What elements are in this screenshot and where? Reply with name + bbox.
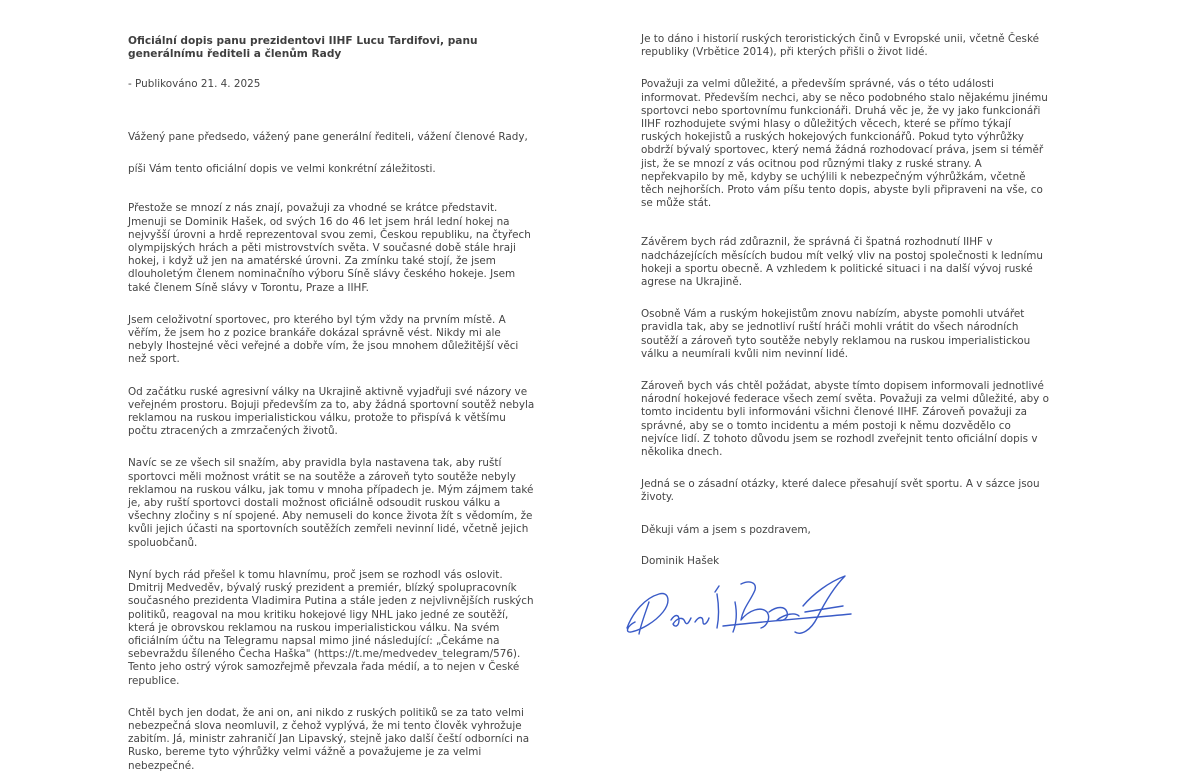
paragraph: Považuji za velmi důležité, a především správné, vás o této události informovat. Především nechci, aby se něco podobného stalo nějakému jinému sportovci nebo sportovnímu funkcionáři. Druhá věc je, že vy jako funkcionáři IIHF rozhodujete svými hlasy o důležitých věcech, které se přímo týkají ruských hokejistů a ruských hokejových funkcionářů. Pokud tyto výhrůžky obdrží bývalý sportovec, který nemá žádná rozhodovací práva, jsem si téměř jist, že se mnozí z vás ocitnou pod různými tlaky z ruské strany. A nepřekvapilo by mě, kdyby se uchýlili k nebezpečným výhrůžkám, včetně těch nejhorších. Proto vám píšu tento dopis, abyste byli připraveni na vše, co se může stát. [641, 78, 1048, 210]
handwritten-signature [619, 572, 869, 642]
paragraph: Navíc se ze všech sil snažím, aby pravidla byla nastavena tak, aby ruští sportovci měli možnost vrátit se na soutěže a zároveň tyto soutěže nebyly reklamou na ruskou válku, jak tomu v mnoha případech je. Mým zájmem také je, aby ruští sportovci dostali možnost oficiálně odsoudit ruskou válku a všechny zločiny s ní spojené. Aby nemuseli do konce života žít s vědomím, že kvůli jejich účasti na sportovních soutěžích zemřeli nevinní lidé, včetně jejich spoluobčanů. [128, 457, 534, 549]
letter-page-left [128, 0, 538, 773]
publish-date: - Publikováno 21. 4. 2025 [128, 77, 261, 90]
letter-title: Oficiální dopis panu prezidentovi IIHF Lucu Tardifovi, panu generálnímu řediteli a členům Rady [128, 35, 478, 61]
salutation: Vážený pane předsedo, vážený pane generální řediteli, vážení členové Rady, [128, 131, 528, 144]
paragraph: Jedná se o zásadní otázky, které dalece přesahují svět sportu. A v sázce jsou životy. [641, 478, 1040, 504]
paragraph: Závěrem bych rád zdůraznil, že správná či špatná rozhodnutí IIHF v nadcházejících měsících budou mít velký vliv na postoj společnosti k lednímu hokeji a sportu obecně. A vzhledem k politické situaci i na další vývoj ruské agrese na Ukrajině. [641, 236, 1043, 289]
paragraph: Osobně Vám a ruským hokejistům znovu nabízím, abyste pomohli utvářet pravidla tak, aby se jednotliví ruští hráči mohli vrátit do všech národních soutěží a zároveň tyto soutěže nebyly reklamou na ruskou imperialistickou válku a neumírali kvůli nim nevinní lidé. [641, 308, 1031, 360]
paragraph: Zároveň bych vás chtěl požádat, abyste tímto dopisem informovali jednotlivé národní hokejové federace všech zemí světa. Považuji za velmi důležité, aby o tomto incidentu byli informováni všichni členové IIHF. Zároveň považuji za správné, aby se o tomto incidentu a mém postoji k němu dozvědělo co nejvíce lidí. Z tohoto důvodu jsem se rozhodl zveřejnit tento oficiální dopis v několika dnech. [641, 380, 1049, 459]
paragraph: Nyní bych rád přešel k tomu hlavnímu, proč jsem se rozhodl vás oslovit. Dmitrij Medveděv, bývalý ruský prezident a premiér, blízký spolupracovník současného prezidenta Vladimira Putina a stále jeden z nejvlivnějších ruských politiků, reagoval na mou kritiku hokejové ligy NHL jako jedné ze soutěží, která je obrovskou reklamou na ruskou imperialistickou válku. Na svém oficiálním účtu na Telegramu napsal mimo jiné následující: „Čekáme na sebevraždu šíleného Čecha Haška" (https://t.me/medvedev_telegram/576). Tento jeho ostrý výrok samozřejmě převzala řada médií, a to nejen v České republice. [128, 568, 534, 687]
paragraph: píši Vám tento oficiální dopis ve velmi konkrétní záležitosti. [128, 163, 436, 176]
paragraph: Chtěl bych jen dodat, že ani on, ani nikdo z ruských politiků se za tato velmi nebezpečná slova neomluvil, z čehož vyplývá, že mi tento člověk vyhrožuje zabitím. Já, ministr zahraničí Jan Lipavský, stejně jako další čeští odborníci na Rusko, bereme tyto výhrůžky velmi vážně a považujeme je za velmi nebezpečné. [128, 706, 530, 772]
signer-name: Dominik Hašek [641, 554, 720, 567]
paragraph: Je to dáno i historií ruských teroristických činů v Evropské unii, včetně České republiky (Vrbětice 2014), při kterých přišli o život lidé. [641, 33, 1039, 59]
letter-page-right [641, 0, 1051, 642]
paragraph: Jsem celoživotní sportovec, pro kterého byl tým vždy na prvním místě. A věřím, že jsem ho z pozice brankáře dokázal správně vést. Nikdy mi ale nebyly lhostejné věci veřejné a dobře vím, že jsou mnohem důležitější věci než sport. [128, 313, 519, 366]
paragraph: Přestože se mnozí z nás znají, považuji za vhodné se krátce představit. Jmenuji se Dominik Hašek, od svých 16 do 46 let jsem hrál lední hokej na nejvyšší úrovni a hrdě reprezentoval svou zemi, Českou republiku, na čtyřech olympijských hrách a pěti mistrovstvích světa. V současné době stále hraji hokej, i když už jen na amatérské úrovni. Za zmínku také stojí, že jsem dlouholetým členem nominačního výboru Síně slávy českého hokeje. Jsem také členem Síně slávy v Torontu, Praze a IIHF. [128, 202, 531, 294]
closing: Děkuji vám a jsem s pozdravem, [641, 523, 811, 536]
paragraph: Od začátku ruské agresivní války na Ukrajině aktivně vyjadřuji své názory ve veřejném prostoru. Bojuji především za to, aby žádná sportovní soutěž nebyla reklamou na ruskou imperialistickou válku, protože to přispívá k většímu počtu ztracených a zmrzačených životů. [128, 385, 535, 438]
